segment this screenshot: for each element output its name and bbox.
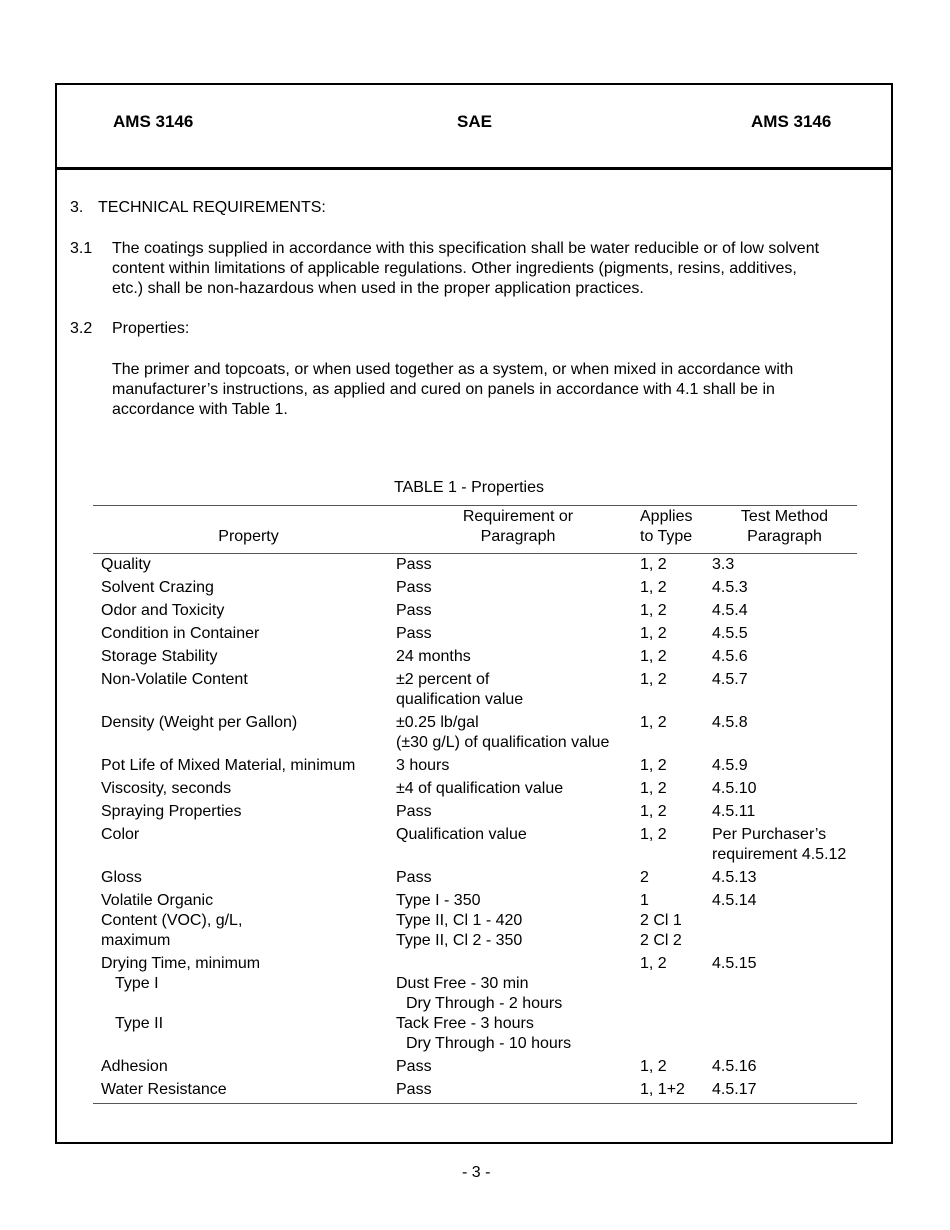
table-caption: TABLE 1 - Properties <box>394 479 544 496</box>
document-header <box>57 85 891 170</box>
cell-requirement-line: ±2 percent of <box>396 671 490 688</box>
cell-applies-line: 1, 2 <box>640 602 667 619</box>
cell-requirement <box>396 1079 640 1104</box>
cell-requirement-line: Tack Free - 3 hours <box>396 1015 534 1032</box>
cell-test-method-line: 4.5.11 <box>712 803 756 820</box>
para-3-1-line: content within limitations of applicable regulations. Other ingredients (pigments, resins, additives, <box>112 260 797 277</box>
cell-property-line: Drying Time, minimum <box>101 955 261 972</box>
cell-test-method <box>712 669 857 712</box>
table-row <box>93 554 857 578</box>
cell-property-line <box>101 1034 396 1054</box>
cell-applies-line: 1, 2 <box>640 780 667 797</box>
cell-test-method-line: 4.5.4 <box>712 602 748 619</box>
cell-test-method-line: 4.5.8 <box>712 714 748 731</box>
table-row <box>93 801 857 824</box>
cell-property-line: Solvent Crazing <box>101 579 214 596</box>
cell-test-method-line: 4.5.5 <box>712 625 748 642</box>
cell-applies <box>640 755 712 778</box>
cell-applies <box>640 890 712 953</box>
cell-property <box>93 801 396 824</box>
cell-requirement-line: qualification value <box>396 691 524 708</box>
cell-applies-line: 1, 2 <box>640 671 667 688</box>
cell-test-method <box>712 801 857 824</box>
cell-property <box>93 669 396 712</box>
cell-requirement-line: Dry Through - 10 hours <box>406 1035 572 1052</box>
cell-applies-line: 1, 1+2 <box>640 1081 685 1098</box>
cell-requirement <box>396 554 640 578</box>
cell-requirement <box>396 778 640 801</box>
cell-requirement-line: Pass <box>396 869 432 886</box>
cell-applies-line: 1 <box>640 892 649 909</box>
cell-property <box>93 890 396 953</box>
col-header-applies: Applies to Type <box>640 506 712 554</box>
cell-property-line: Condition in Container <box>101 625 260 642</box>
cell-requirement <box>396 953 640 1056</box>
cell-test-method <box>712 755 857 778</box>
cell-test-method-line: 4.5.14 <box>712 892 757 909</box>
cell-requirement-line: Type II, Cl 2 - 350 <box>396 932 523 949</box>
cell-property-line: Type I <box>115 975 159 992</box>
table-header-row <box>93 506 857 554</box>
cell-test-method <box>712 554 857 578</box>
cell-requirement <box>396 623 640 646</box>
table-row <box>93 953 857 1056</box>
cell-requirement <box>396 801 640 824</box>
cell-applies-line: 1, 2 <box>640 556 667 573</box>
table-row <box>93 646 857 669</box>
para-3-1-text <box>112 239 819 299</box>
cell-applies <box>640 577 712 600</box>
cell-property-line: Spraying Properties <box>101 803 242 820</box>
cell-test-method-line: 3.3 <box>712 556 735 573</box>
col-header-requirement: Requirement or Paragraph <box>396 506 640 554</box>
para-3-2-number: 3.2 <box>70 320 93 337</box>
cell-test-method-line: 4.5.15 <box>712 955 757 972</box>
cell-property-line: maximum <box>101 932 171 949</box>
cell-test-method <box>712 1079 857 1104</box>
cell-applies-line: 1, 2 <box>640 955 667 972</box>
cell-applies <box>640 669 712 712</box>
cell-property-line: Viscosity, seconds <box>101 780 232 797</box>
cell-applies <box>640 801 712 824</box>
cell-test-method-line: Per Purchaser’s <box>712 826 827 843</box>
para-3-1-line: etc.) shall be non-hazardous when used in the proper application practices. <box>112 280 644 297</box>
header-org: SAE <box>457 112 492 131</box>
table-row <box>93 1056 857 1079</box>
cell-applies-line: 1, 2 <box>640 625 667 642</box>
cell-requirement <box>396 824 640 867</box>
cell-property-line: Adhesion <box>101 1058 168 1075</box>
cell-property-line: Pot Life of Mixed Material, minimum <box>101 757 356 774</box>
cell-applies <box>640 778 712 801</box>
table-row <box>93 712 857 755</box>
cell-applies-line: 1, 2 <box>640 1058 667 1075</box>
cell-requirement-line: Dry Through - 2 hours <box>406 995 563 1012</box>
table-row <box>93 669 857 712</box>
cell-requirement-line: Pass <box>396 1058 432 1075</box>
cell-test-method <box>712 824 857 867</box>
cell-applies <box>640 712 712 755</box>
table-row <box>93 623 857 646</box>
cell-requirement-line: Pass <box>396 803 432 820</box>
cell-test-method <box>712 623 857 646</box>
cell-requirement-line: Pass <box>396 556 432 573</box>
cell-requirement-line <box>396 954 640 974</box>
cell-property-line: Volatile Organic <box>101 892 214 909</box>
cell-test-method <box>712 953 857 1056</box>
cell-property-line: Storage Stability <box>101 648 218 665</box>
cell-applies-line: 2 Cl 1 <box>640 912 682 929</box>
cell-test-method-line: requirement 4.5.12 <box>712 846 847 863</box>
cell-applies-line: 1, 2 <box>640 648 667 665</box>
cell-property-line: Type II <box>115 1015 164 1032</box>
cell-test-method-line: 4.5.16 <box>712 1058 757 1075</box>
cell-property <box>93 1056 396 1079</box>
cell-test-method <box>712 890 857 953</box>
cell-requirement-line: Dust Free - 30 min <box>396 975 529 992</box>
table-row <box>93 577 857 600</box>
cell-applies-line: 1, 2 <box>640 757 667 774</box>
cell-property <box>93 646 396 669</box>
cell-applies <box>640 1056 712 1079</box>
section-number: 3. <box>70 199 84 216</box>
cell-applies <box>640 953 712 1056</box>
cell-requirement-line: Qualification value <box>396 826 527 843</box>
cell-test-method <box>712 1056 857 1079</box>
cell-applies-line: 1, 2 <box>640 714 667 731</box>
cell-applies <box>640 623 712 646</box>
para-3-2-title: Properties: <box>112 320 190 337</box>
table-row <box>93 1079 857 1104</box>
cell-requirement <box>396 867 640 890</box>
cell-requirement-line: 24 months <box>396 648 471 665</box>
cell-requirement <box>396 669 640 712</box>
cell-property <box>93 712 396 755</box>
cell-property <box>93 623 396 646</box>
cell-requirement <box>396 712 640 755</box>
cell-test-method-line: 4.5.7 <box>712 671 748 688</box>
cell-requirement-line: ±0.25 lb/gal <box>396 714 479 731</box>
para-3-1-number: 3.1 <box>70 240 93 257</box>
cell-property <box>93 577 396 600</box>
table-row <box>93 867 857 890</box>
cell-property <box>93 1079 396 1104</box>
para-3-2-line: accordance with Table 1. <box>112 401 288 418</box>
cell-test-method <box>712 646 857 669</box>
cell-test-method-line: 4.5.9 <box>712 757 748 774</box>
cell-requirement <box>396 600 640 623</box>
section-title: TECHNICAL REQUIREMENTS: <box>98 199 326 216</box>
header-spec-right: AMS 3146 <box>751 112 832 131</box>
cell-property-line <box>101 994 396 1014</box>
table-row <box>93 778 857 801</box>
cell-test-method <box>712 778 857 801</box>
cell-applies-line: 2 <box>640 869 649 886</box>
cell-test-method <box>712 712 857 755</box>
cell-test-method-line: 4.5.13 <box>712 869 757 886</box>
table-body <box>93 554 857 1104</box>
cell-property-line: Content (VOC), g/L, <box>101 912 243 929</box>
cell-requirement-line: 3 hours <box>396 757 450 774</box>
para-3-2-line: manufacturer’s instructions, as applied and cured on panels in accordance with 4.1 shall be in <box>112 381 775 398</box>
cell-applies-line: 1, 2 <box>640 579 667 596</box>
cell-applies <box>640 867 712 890</box>
table-row <box>93 824 857 867</box>
cell-applies <box>640 1079 712 1104</box>
cell-property <box>93 554 396 578</box>
cell-property <box>93 755 396 778</box>
cell-property-line: Gloss <box>101 869 142 886</box>
cell-property <box>93 953 396 1056</box>
cell-test-method <box>712 577 857 600</box>
page-number: - 3 - <box>462 1164 491 1181</box>
cell-property-line: Quality <box>101 556 151 573</box>
table-row <box>93 600 857 623</box>
cell-property-line: Odor and Toxicity <box>101 602 225 619</box>
cell-requirement-line: Pass <box>396 579 432 596</box>
table-row <box>93 890 857 953</box>
col-header-property: Property <box>93 506 396 554</box>
cell-test-method <box>712 867 857 890</box>
para-3-2-text <box>112 360 793 420</box>
cell-requirement <box>396 890 640 953</box>
cell-test-method-line: 4.5.6 <box>712 648 748 665</box>
cell-requirement <box>396 755 640 778</box>
cell-requirement-line: Pass <box>396 602 432 619</box>
cell-applies <box>640 554 712 578</box>
cell-applies <box>640 600 712 623</box>
cell-requirement-line: Pass <box>396 1081 432 1098</box>
cell-requirement-line: Type II, Cl 1 - 420 <box>396 912 523 929</box>
cell-property <box>93 600 396 623</box>
cell-requirement-line: ±4 of qualification value <box>396 780 564 797</box>
cell-test-method-line: 4.5.17 <box>712 1081 757 1098</box>
header-spec-left: AMS 3146 <box>113 112 194 131</box>
cell-property-line: Color <box>101 826 140 843</box>
cell-property <box>93 824 396 867</box>
cell-applies <box>640 824 712 867</box>
cell-applies-line: 2 Cl 2 <box>640 932 682 949</box>
cell-applies-line: 1, 2 <box>640 803 667 820</box>
cell-property-line: Density (Weight per Gallon) <box>101 714 298 731</box>
cell-property-line: Water Resistance <box>101 1081 227 1098</box>
cell-requirement-line: Pass <box>396 625 432 642</box>
para-3-2-line: The primer and topcoats, or when used together as a system, or when mixed in accordance with <box>112 361 794 378</box>
cell-property <box>93 778 396 801</box>
cell-test-method-line: 4.5.3 <box>712 579 748 596</box>
table-row <box>93 755 857 778</box>
cell-applies <box>640 646 712 669</box>
cell-requirement <box>396 1056 640 1079</box>
cell-requirement-line: Type I - 350 <box>396 892 481 909</box>
cell-applies-line: 1, 2 <box>640 826 667 843</box>
col-header-test-method: Test Method Paragraph <box>712 506 857 554</box>
properties-table <box>93 505 857 1104</box>
cell-requirement-line: (±30 g/L) of qualification value <box>396 734 610 751</box>
cell-property-line: Non-Volatile Content <box>101 671 248 688</box>
para-3-1-line: The coatings supplied in accordance with this specification shall be water reducible or of low solvent <box>112 240 820 257</box>
cell-property <box>93 867 396 890</box>
cell-test-method <box>712 600 857 623</box>
cell-test-method-line: 4.5.10 <box>712 780 757 797</box>
cell-requirement <box>396 646 640 669</box>
cell-requirement <box>396 577 640 600</box>
